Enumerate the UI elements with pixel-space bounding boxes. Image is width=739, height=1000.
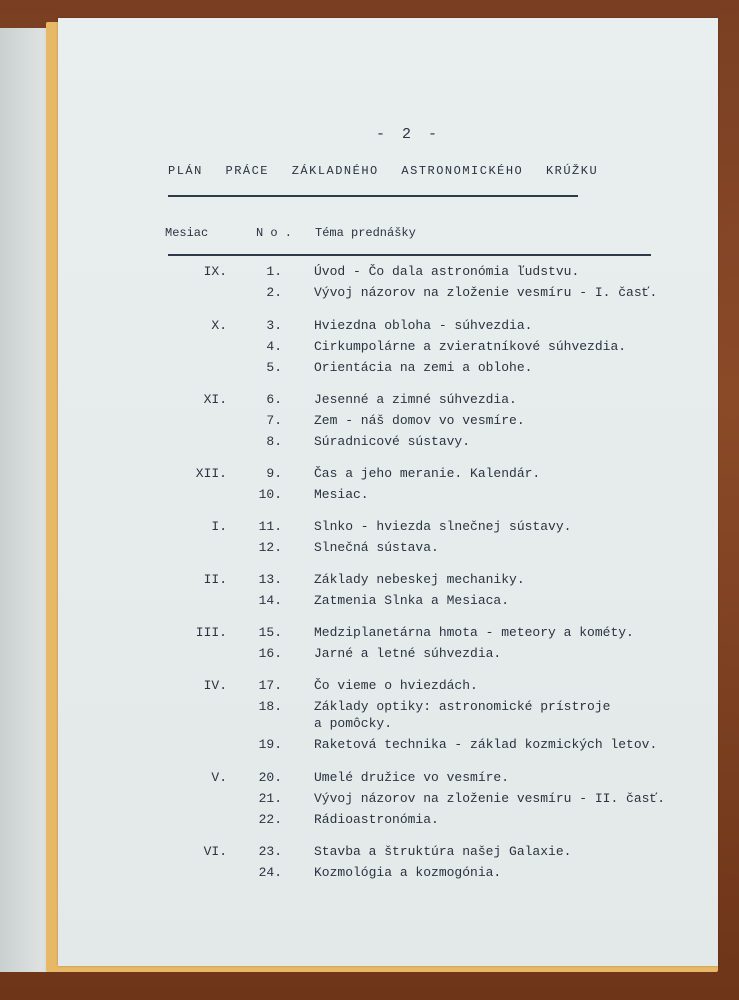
month-cell: V. [211,770,227,785]
number-cell: 14. [258,593,282,608]
month-cell: IX. [203,264,227,279]
topic-cell: Vývoj názorov na zloženie vesmíru - I. časť. [314,285,658,300]
table-row [58,699,718,717]
topic-cell: Slnko - hviezda slnečnej sústavy. [314,519,572,534]
page-number: - 2 - [376,126,442,143]
number-cell: 11. [258,519,282,534]
topic-cell: Mesiac. [314,487,369,502]
month-cell: VI. [203,844,227,859]
table-row [58,413,718,431]
month-cell: IV. [203,678,227,693]
table-row [58,360,718,378]
number-cell: 13. [258,572,282,587]
topic-cell: Raketová technika - základ kozmických letov. [314,737,658,752]
topic-cell: Jesenné a zimné súhvezdia. [314,392,517,407]
number-cell: 23. [258,844,282,859]
table-row [58,540,718,558]
number-cell: 6. [266,392,282,407]
table-row [58,285,718,303]
topic-cell: Čas a jeho meranie. Kalendár. [314,466,541,481]
month-cell: III. [195,625,227,640]
document-title: PLÁN PRÁCE ZÁKLADNÉHO ASTRONOMICKÉHO KRÚŽKU [168,164,599,178]
number-cell: 18. [258,699,282,714]
number-cell: 15. [258,625,282,640]
number-cell: 9. [266,466,282,481]
table-row [58,487,718,505]
table-row [58,392,718,410]
topic-cell: Základy nebeskej mechaniky. [314,572,525,587]
table-row [58,572,718,590]
topic-cell: Orientácia na zemi a oblohe. [314,360,533,375]
month-cell: II. [203,572,227,587]
document-page [58,18,718,966]
table-row [58,716,718,734]
topic-cell: Vývoj názorov na zloženie vesmíru - II. časť. [314,791,666,806]
topic-cell: Súradnicové sústavy. [314,434,471,449]
number-cell: 20. [258,770,282,785]
topic-cell: Čo vieme o hviezdách. [314,678,478,693]
topic-cell: Cirkumpolárne a zvieratníkové súhvezdia. [314,339,627,354]
number-cell: 12. [258,540,282,555]
topic-cell: Zatmenia Slnka a Mesiaca. [314,593,510,608]
table-row [58,812,718,830]
month-cell: I. [211,519,227,534]
table-row [58,791,718,809]
number-cell: 22. [258,812,282,827]
topic-cell: a pomôcky. [314,716,393,731]
topic-cell: Rádioastronómia. [314,812,439,827]
topic-cell: Stavba a štruktúra našej Galaxie. [314,844,572,859]
table-row [58,646,718,664]
topic-cell: Slnečná sústava. [314,540,439,555]
topic-cell: Úvod - Čo dala astronómia ľudstvu. [314,264,580,279]
header-number: N o . [256,226,293,240]
month-cell: XI. [203,392,227,407]
topic-cell: Hviezdna obloha - súhvezdia. [314,318,533,333]
topic-cell: Umelé družice vo vesmíre. [314,770,510,785]
number-cell: 10. [258,487,282,502]
header-topic: Téma prednášky [315,226,416,240]
number-cell: 24. [258,865,282,880]
table-row [58,339,718,357]
number-cell: 16. [258,646,282,661]
topic-cell: Zem - náš domov vo vesmíre. [314,413,525,428]
table-row [58,678,718,696]
number-cell: 17. [258,678,282,693]
topic-cell: Základy optiky: astronomické prístroje [314,699,611,714]
table-row [58,466,718,484]
month-cell: X. [211,318,227,333]
number-cell: 5. [266,360,282,375]
topic-cell: Medziplanetárna hmota - meteory a kométy. [314,625,634,640]
number-cell: 7. [266,413,282,428]
topic-cell: Jarné a letné súhvezdia. [314,646,502,661]
table-row [58,737,718,755]
number-cell: 19. [258,737,282,752]
table-row [58,264,718,282]
title-underline [168,195,578,197]
number-cell: 4. [266,339,282,354]
topic-cell: Kozmológia a kozmogónia. [314,865,502,880]
table-row [58,844,718,862]
number-cell: 3. [266,318,282,333]
month-cell: XII. [195,466,227,481]
table-row [58,625,718,643]
table-row [58,434,718,452]
number-cell: 8. [266,434,282,449]
table-row [58,770,718,788]
table-row [58,519,718,537]
table-row [58,865,718,883]
header-rule [168,254,651,256]
header-month: Mesiac [165,226,209,240]
number-cell: 2. [266,285,282,300]
table-row [58,318,718,336]
table-row [58,593,718,611]
number-cell: 21. [258,791,282,806]
number-cell: 1. [266,264,282,279]
